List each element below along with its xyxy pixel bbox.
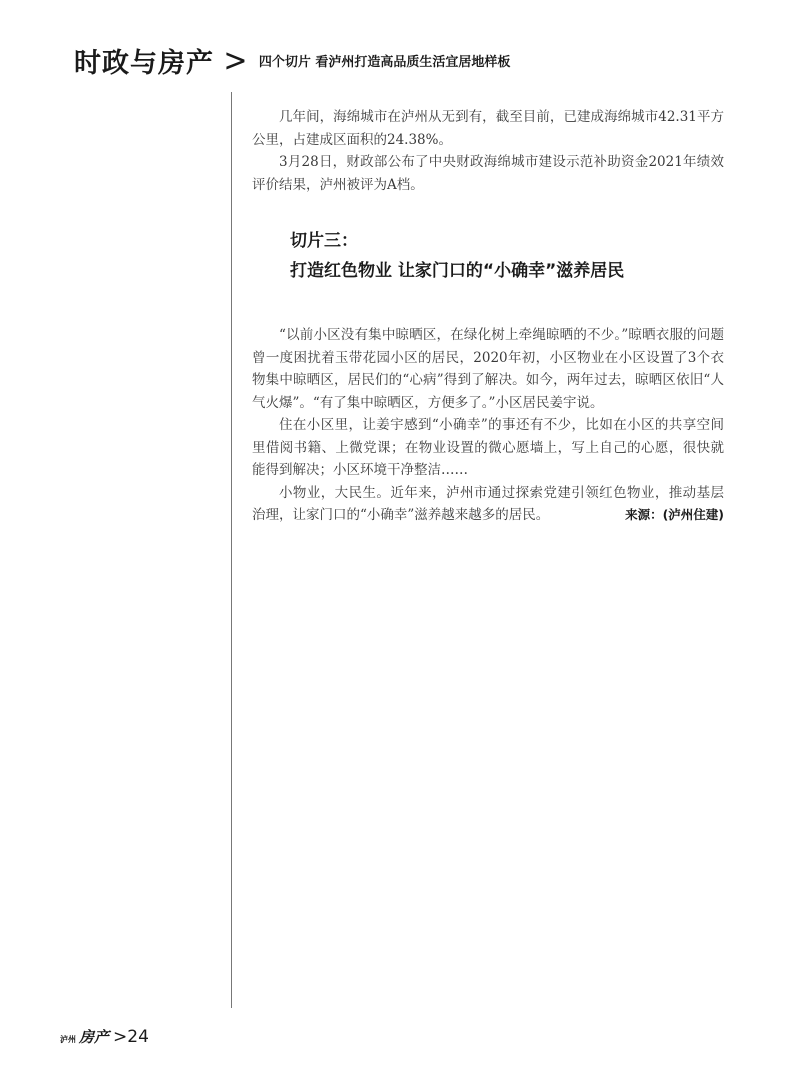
page-header [74, 42, 510, 78]
paragraph-1: “以前小区没有集中晾晒区，在绿化树上牵绳晾晒的不少。”晾晒衣服的问题曾一度困扰着玉带花园小区的居民，2020年初，小区物业在小区设置了3个衣物集中晾晒区，居民们的“心病”得到了解决。如今，两年过去，晾晒区依旧“人气火爆”。“有了集中晾晒区，方便多了。”小区居民姜宇说。 [252, 327, 724, 411]
subhead-label: 切片三： [290, 231, 358, 251]
paragraph-3-text: 小物业，大民生。近年来，泸州市通过探索党建引领红色物业，推动基层治理，让家门口的“小确幸”滋养越来越多的居民。 [252, 484, 724, 523]
page-number: >24 [113, 1027, 149, 1047]
source-credit: 来源：(泸州住建) [625, 507, 724, 522]
intro-paragraph-1: 几年间，海绵城市在泸州从无到有，截至目前，已建成海绵城市42.31平方公里，占建成区面积的24.38%。 [252, 109, 724, 148]
subhead-title: 打造红色物业 让家门口的“小确幸”滋养居民 [290, 261, 625, 281]
footer-magazine-logo: 房产 [79, 1028, 110, 1046]
article-title: 四个切片 看泸州打造高品质生活宜居地样板 [258, 54, 511, 70]
intro-paragraph-2: 3月28日，财政部公布了中央财政海绵城市建设示范补助资金2021年绩效评价结果，泸州被评为A档。 [252, 154, 724, 193]
chevron-right-icon: > [223, 41, 248, 79]
paragraph-2: 住在小区里，让姜宇感到“小确幸”的事还有不少，比如在小区的共享空间里借阅书籍、上微党课；在物业设置的微心愿墙上，写上自己的心愿，很快就能得到解决；小区环境干净整洁…… [252, 417, 724, 478]
paragraph-3 [252, 482, 724, 527]
section-title: 时政与房产 [74, 47, 214, 79]
footer-city: 泸州 [60, 1035, 76, 1044]
article-body [252, 106, 724, 527]
column-divider [231, 92, 232, 1008]
page-footer [60, 1026, 149, 1047]
section-subhead [252, 228, 724, 284]
